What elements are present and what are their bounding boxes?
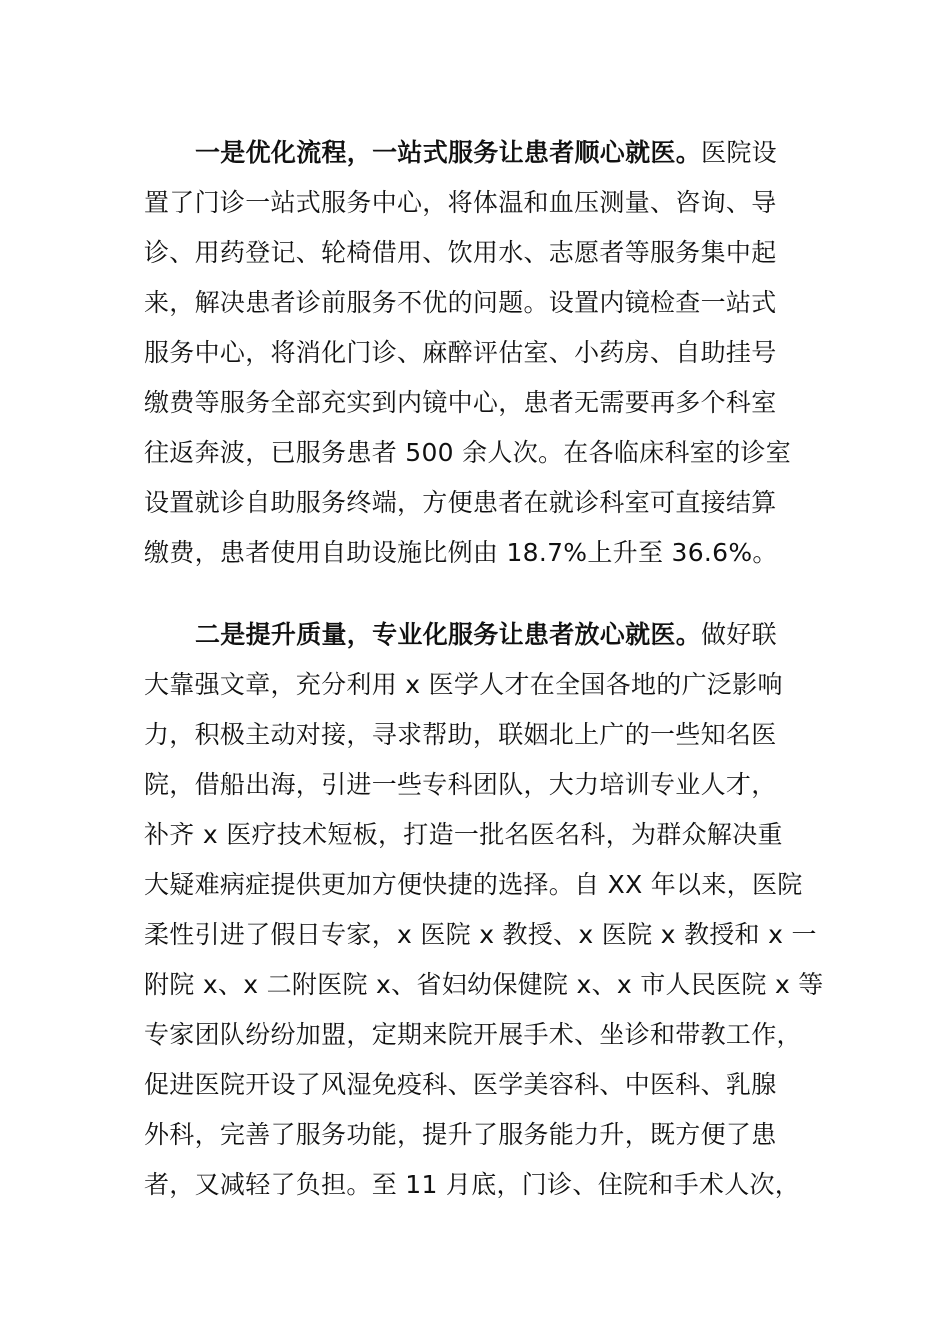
paragraph-1-line-6: 缴费等服务全部充实到内镜中心，患者无需要再多个科室	[144, 388, 777, 417]
paragraph-1-heading: 一是优化流程，一站式服务让患者顺心就医。	[195, 138, 702, 167]
paragraph-1-line-2: 置了门诊一站式服务中心，将体温和血压测量、咨询、导	[144, 188, 777, 217]
paragraph-2-line-9: 专家团队纷纷加盟，定期来院开展手术、坐诊和带教工作，	[144, 1020, 802, 1049]
paragraph-2-line-12: 者，又减轻了负担。至 11 月底，门诊、住院和手术人次，	[144, 1170, 801, 1199]
paragraph-1-line-9: 缴费，患者使用自助设施比例由 18.7%上升至 36.6%。	[144, 538, 778, 567]
paragraph-1-line-7: 往返奔波，已服务患者 500 余人次。在各临床科室的诊室	[144, 438, 792, 467]
paragraph-2-line-7: 柔性引进了假日专家，x 医院 x 教授、x 医院 x 教授和 x 一	[144, 920, 817, 949]
paragraph-2-line-8: 附院 x、x 二附医院 x、省妇幼保健院 x、x 市人民医院 x 等	[144, 970, 824, 999]
paragraph-2-line-3: 力，积极主动对接，寻求帮助，联姻北上广的一些知名医	[144, 720, 777, 749]
paragraph-1-line-5: 服务中心，将消化门诊、麻醉评估室、小药房、自助挂号	[144, 338, 777, 367]
paragraph-2-line-10: 促进医院开设了风湿免疫科、医学美容科、中医科、乳腺	[144, 1070, 777, 1099]
paragraph-1-line-1	[195, 135, 777, 171]
paragraph-2-line-1	[195, 617, 777, 653]
paragraph-2-line-11: 外科，完善了服务功能，提升了服务能力升，既方便了患	[144, 1120, 777, 1149]
paragraph-1-line-3: 诊、用药登记、轮椅借用、饮用水、志愿者等服务集中起	[144, 238, 777, 267]
paragraph-2-line-6: 大疑难病症提供更加方便快捷的选择。自 XX 年以来，医院	[144, 870, 803, 899]
paragraph-2-line-4: 院，借船出海，引进一些专科团队，大力培训专业人才，	[144, 770, 777, 799]
paragraph-1-line-4: 来，解决患者诊前服务不优的问题。设置内镜检查一站式	[144, 288, 777, 317]
paragraph-2-heading: 二是提升质量，专业化服务让患者放心就医。	[195, 620, 702, 649]
paragraph-2-line-5: 补齐 x 医疗技术短板，打造一批名医名科，为群众解决重	[144, 820, 783, 849]
paragraph-2-line-1-text: 做好联	[701, 620, 777, 649]
paragraph-1-line-8: 设置就诊自助服务终端，方便患者在就诊科室可直接结算	[144, 488, 777, 517]
paragraph-2-line-2: 大靠强文章，充分利用 x 医学人才在全国各地的广泛影响	[144, 670, 783, 699]
paragraph-1-line-1-text: 医院设	[701, 138, 777, 167]
